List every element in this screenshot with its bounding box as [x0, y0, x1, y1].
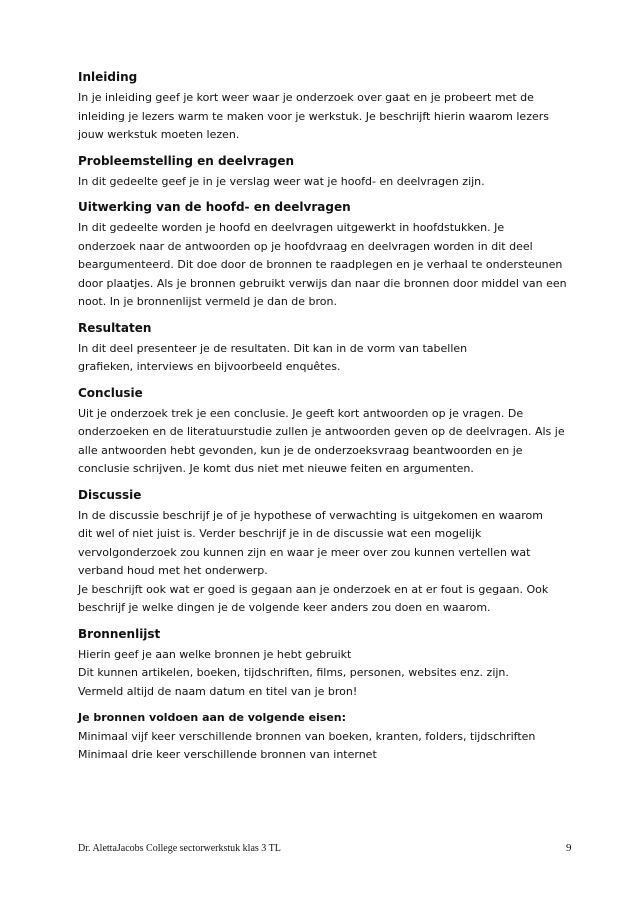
body-line: vervolgonderzoek zou kunnen zijn en waar je meer over zou kunnen vertellen wat — [78, 545, 531, 559]
body-line: grafieken, interviews en bijvoorbeeld enquêtes. — [78, 360, 341, 373]
body-line: door plaatjes. Als je bronnen gebruikt verwijs dan naar die bronnen door middel van een — [78, 276, 567, 290]
requirement-line: Minimaal drie keer verschillende bronnen van internet — [78, 748, 377, 761]
body-line: alle antwoorden hebt gevonden, kun je de onderzoeksvraag beantwoorden en je — [78, 443, 523, 457]
body-line: jouw werkstuk moeten lezen. — [78, 128, 240, 141]
section-heading: Discussie — [78, 487, 142, 502]
section — [78, 152, 578, 192]
section-heading: Bronnenlijst — [78, 626, 161, 641]
body-line: Je beschrijft ook wat er goed is gegaan aan je onderzoek en at er fout is gegaan. Ook — [78, 582, 549, 596]
body-line: Uit je onderzoek trek je een conclusie. Je geeft kort antwoorden op je vragen. De — [78, 406, 524, 420]
body-line: Vermeld altijd de naam datum en titel van je bron! — [78, 684, 358, 698]
section-heading: Conclusie — [78, 385, 143, 400]
body-line: inleiding je lezers warm te maken voor je werkstuk. Je beschrijft hierin waarom lezers — [78, 109, 549, 123]
section-heading: Inleiding — [78, 70, 138, 84]
body-line: Hierin geef je aan welke bronnen je hebt gebruikt — [78, 647, 352, 661]
section-heading: Probleemstelling en deelvragen — [78, 153, 295, 168]
body-line: In dit gedeelte geef je in je verslag weer wat je hoofd- en deelvragen zijn. — [78, 174, 485, 188]
body-line: verband houd met het onderwerp. — [78, 564, 268, 577]
section — [78, 486, 578, 618]
section — [78, 68, 578, 145]
body-line: In dit deel presenteer je de resultaten. Dit kan in de vorm van tabellen — [78, 341, 468, 355]
section — [78, 198, 578, 312]
requirements-block — [78, 709, 578, 765]
body-line: conclusie schrijven. Je komt dus niet met nieuwe feiten en argumenten. — [78, 462, 474, 475]
body-line: onderzoek naar de antwoorden op je hoofdvraag en deelvragen worden in dit deel — [78, 239, 533, 253]
page-number: 9 — [566, 842, 572, 854]
body-line: Dit kunnen artikelen, boeken, tijdschriften, films, personen, websites enz. zijn. — [78, 666, 509, 679]
requirements-title: Je bronnen voldoen aan de volgende eisen: — [78, 711, 347, 724]
section — [78, 625, 578, 702]
body-line: In je inleiding geef je kort weer waar je onderzoek over gaat en je probeert met de — [78, 91, 534, 104]
body-line: beschrijf je welke dingen je de volgende keer anders zou doen en waarom. — [78, 601, 491, 614]
body-line: beargumenteerd. Dit doe door de bronnen te raadplegen en je verhaal te ondersteunen — [78, 258, 563, 271]
section — [78, 384, 578, 479]
body-line: In dit gedeelte worden je hoofd en deelvragen uitgewerkt in hoofdstukken. Je — [78, 221, 505, 234]
section-heading: Uitwerking van de hoofd- en deelvragen — [78, 200, 351, 214]
body-line: noot. In je bronnenlijst vermeld je dan de bron. — [78, 295, 337, 308]
section — [78, 319, 578, 377]
page-content — [78, 68, 578, 765]
body-line: dit wel of niet juist is. Verder beschrijf je in de discussie wat een mogelijk — [78, 527, 482, 540]
body-line: In de discussie beschrijf je of je hypothese of verwachting is uitgekomen en waarom — [78, 508, 543, 522]
body-line: onderzoeken en de literatuurstudie zullen je antwoorden geven op de deelvragen. Als je — [78, 425, 565, 438]
section-heading: Resultaten — [78, 320, 152, 335]
requirement-line: Minimaal vijf keer verschillende bronnen van boeken, kranten, folders, tijdschriften — [78, 729, 536, 743]
footer-text: Dr. AlettaJacobs College sectorwerkstuk klas 3 TL — [78, 843, 281, 854]
